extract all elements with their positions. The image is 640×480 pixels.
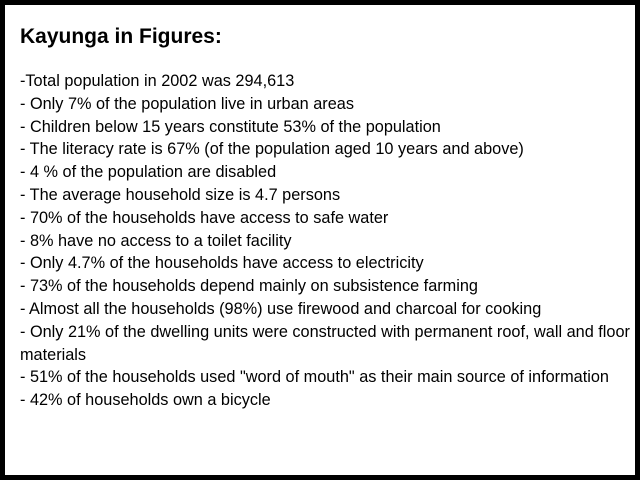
fact-item: - 8% have no access to a toilet facility bbox=[20, 231, 292, 250]
facts-list bbox=[20, 70, 632, 412]
fact-item: - Only 21% of the dwelling units were constructed with permanent roof, wall and floor materials bbox=[20, 322, 630, 364]
fact-item: - 73% of the households depend mainly on subsistence farming bbox=[20, 277, 478, 296]
page-title: Kayunga in Figures: bbox=[20, 25, 222, 48]
fact-item: - 4 % of the population are disabled bbox=[20, 163, 277, 182]
fact-item: - The average household size is 4.7 persons bbox=[20, 185, 341, 204]
fact-item: - Almost all the households (98%) use firewood and charcoal for cooking bbox=[20, 299, 542, 318]
slide bbox=[5, 5, 635, 475]
fact-item: - The literacy rate is 67% (of the population aged 10 years and above) bbox=[20, 140, 524, 159]
fact-item: - Children below 15 years constitute 53% of the population bbox=[20, 117, 441, 136]
fact-item: - Only 7% of the population live in urban areas bbox=[20, 94, 354, 113]
fact-item: - Only 4.7% of the households have access to electricity bbox=[20, 254, 424, 273]
fact-item: - 42% of households own a bicycle bbox=[20, 391, 271, 410]
fact-item: -Total population in 2002 was 294,613 bbox=[20, 72, 295, 90]
fact-item: - 70% of the households have access to safe water bbox=[20, 208, 389, 227]
fact-item: - 51% of the households used "word of mouth" as their main source of information bbox=[20, 368, 609, 387]
